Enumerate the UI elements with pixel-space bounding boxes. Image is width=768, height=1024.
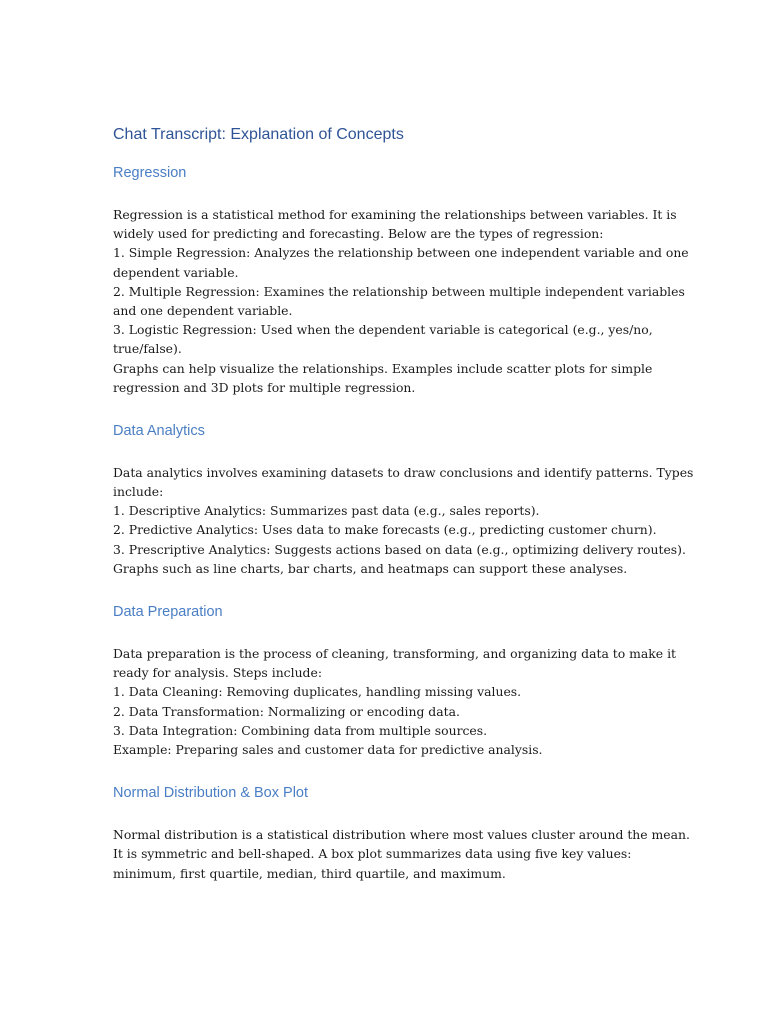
body-line: minimum, first quartile, median, third quartile, and maximum.: [113, 865, 506, 881]
body-line: ready for analysis. Steps include:: [113, 665, 322, 681]
body-line: Normal distribution is a statistical distribution where most values cluster around the mean.: [113, 827, 690, 843]
body-line: It is symmetric and bell-shaped. A box plot summarizes data using five key values:: [113, 846, 632, 862]
section-heading-data-preparation: Data Preparation: [113, 604, 223, 620]
body-line: Regression is a statistical method for examining the relationships between variables. It is: [113, 207, 677, 222]
body-line: Example: Preparing sales and customer data for predictive analysis.: [113, 741, 543, 757]
body-line: dependent variable.: [113, 264, 239, 280]
body-line: 3. Data Integration: Combining data from multiple sources.: [113, 722, 488, 738]
body-line: include:: [113, 484, 164, 500]
section-body-normal-distribution: [113, 825, 690, 883]
document-content: [113, 123, 694, 883]
section-body-regression: [113, 205, 689, 397]
body-line: and one dependent variable.: [113, 302, 293, 318]
body-line: widely used for predicting and forecasting. Below are the types of regression:: [113, 226, 604, 242]
section-body-data-analytics: [113, 463, 694, 578]
section-normal-distribution: [113, 782, 690, 883]
section-heading-normal-distribution: Normal Distribution & Box Plot: [113, 785, 309, 802]
body-line: 2. Multiple Regression: Examines the relationship between multiple independent variables: [113, 283, 685, 299]
document-title: Chat Transcript: Explanation of Concepts: [113, 126, 404, 143]
body-line: 1. Data Cleaning: Removing duplicates, handling missing values.: [113, 684, 522, 700]
body-line: 2. Data Transformation: Normalizing or encoding data.: [113, 703, 460, 719]
section-data-preparation: [113, 601, 677, 759]
section-regression: [113, 162, 689, 397]
body-line: Graphs can help visualize the relationships. Examples include scatter plots for simple: [113, 360, 653, 376]
body-line: 1. Descriptive Analytics: Summarizes past data (e.g., sales reports).: [113, 503, 540, 519]
body-line: Graphs such as line charts, bar charts, and heatmaps can support these analyses.: [113, 560, 628, 576]
body-line: Data preparation is the process of cleaning, transforming, and organizing data to make it: [113, 646, 677, 661]
body-line: regression and 3D plots for multiple regression.: [113, 379, 416, 395]
body-line: true/false).: [113, 341, 182, 357]
body-line: Data analytics involves examining datasets to draw conclusions and identify patterns. Types: [113, 464, 694, 480]
section-body-data-preparation: [113, 644, 677, 759]
body-line: 3. Logistic Regression: Used when the dependent variable is categorical (e.g., yes/no,: [113, 322, 653, 338]
body-line: 3. Prescriptive Analytics: Suggests actions based on data (e.g., optimizing delivery routes).: [113, 541, 686, 557]
body-line: 1. Simple Regression: Analyzes the relationship between one independent variable and one: [113, 245, 689, 261]
body-line: 2. Predictive Analytics: Uses data to make forecasts (e.g., predicting customer churn).: [113, 522, 657, 538]
section-data-analytics: [113, 420, 694, 578]
section-heading-regression: Regression: [113, 165, 187, 181]
section-heading-data-analytics: Data Analytics: [113, 422, 205, 439]
